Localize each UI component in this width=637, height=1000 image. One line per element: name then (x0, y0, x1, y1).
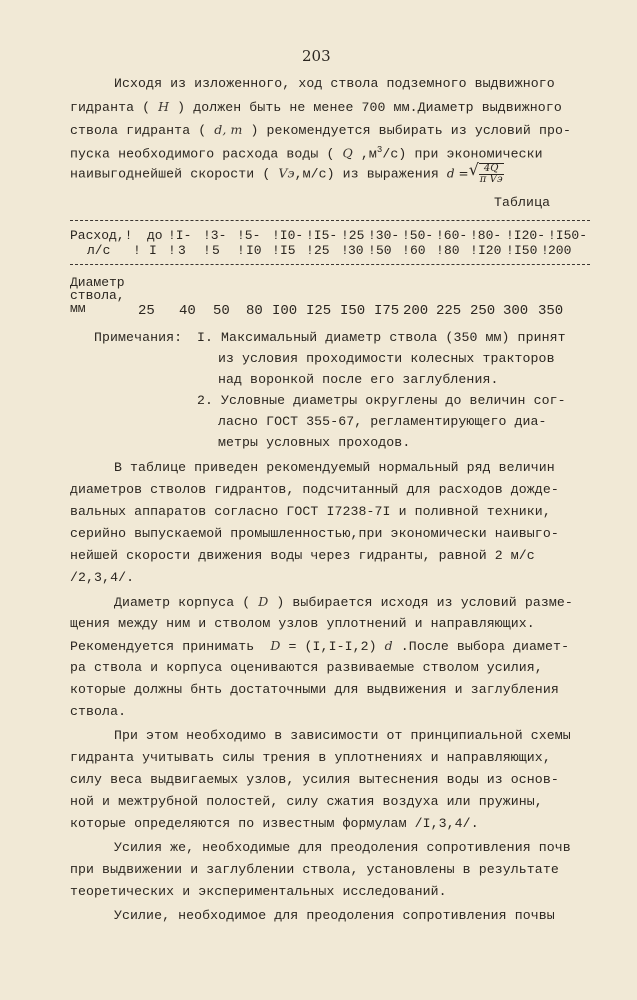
text-line: гидранта ( H ) должен быть не менее 700 мм.Диаметр выдвижного (70, 99, 562, 115)
text-line: гидранта учитывать силы трения в уплотнениях и направляющих, (70, 750, 551, 765)
text-line: диаметров стволов гидрантов, подсчитанный для расходов дожде- (70, 482, 559, 497)
table-header-cell: I5 (280, 243, 296, 258)
table-header-cell: 25 (314, 243, 330, 258)
text-line: Усилие, необходимое для преодоления сопротивления почвы (114, 908, 555, 923)
text-line: Усилия же, необходимые для преодоления сопротивления почв (114, 840, 571, 855)
table-header-sep: ! (541, 243, 549, 258)
table-header-sep: ! (470, 243, 478, 258)
table-header-cell: !80- (470, 228, 502, 243)
diameter-value: 25 (138, 303, 155, 319)
table-header-cell: 3 (178, 243, 186, 258)
table-header-rule (70, 264, 590, 265)
table-header-cell: I20 (478, 243, 502, 258)
table-header-cell: I (149, 243, 157, 258)
table-header-sep: ! (402, 243, 410, 258)
text-line: которые определяются по известным формулам /I,3,4/. (70, 816, 479, 831)
text-line: ной и межтрубной полостей, силу сжатия воздуха или пружины, (70, 794, 543, 809)
symbol-q: Q (342, 145, 353, 161)
note-line: 2. Условные диаметры округлены до величин сог- (197, 393, 566, 408)
table-header-cell: л/с (87, 243, 111, 258)
text-line: серийно выпускаемой промышленностью,при экономически наивыго- (70, 526, 559, 541)
table-header-cell: !60- (436, 228, 468, 243)
note-line: I. Максимальный диаметр ствола (350 мм) принят (197, 330, 566, 345)
text-line: ствола гидранта ( d, m ) рекомендуется выбирать из условий про- (70, 122, 572, 138)
text-line: ра ствола и корпуса оцениваются развиваемые стволом усилия, (70, 660, 543, 675)
text-line: нейшей скорости движения воды через гидранты, равной 2 м/с (70, 548, 535, 563)
diameter-value: 250 (470, 303, 496, 319)
table-header-sep: ! (237, 243, 245, 258)
text-line: пуска необходимого расхода воды ( Q $,м^3/с$) при экономически (70, 145, 543, 162)
table-header-cell: !I- (168, 228, 192, 243)
diameter-value: 50 (213, 303, 230, 319)
table-header-cell: !I0- (272, 228, 304, 243)
table-header-cell: 50 (376, 243, 392, 258)
symbol-d: d (384, 638, 393, 653)
table-header-sep: ! (272, 243, 280, 258)
table-header-cell: Расход,! (70, 228, 133, 243)
note-line: над воронкой после его заглубления. (218, 372, 499, 387)
text-line: которые должны бнть достаточными для выдвижения и заглубления (70, 682, 559, 697)
table-header-cell: !25 (341, 228, 365, 243)
diameter-value: 350 (538, 303, 564, 319)
text-line: При этом необходимо в зависимости от принципиальной схемы (114, 728, 571, 743)
diameter-value: 80 (246, 303, 263, 319)
table-header-sep: ! (368, 243, 376, 258)
table-caption: Таблица (494, 195, 551, 210)
diameter-value: I25 (306, 303, 332, 319)
table-header-sep: ! (168, 243, 176, 258)
notes-label: Примечания: (94, 330, 183, 345)
text-line: Рекомендуется принимать D = (I,I-I,2) d .После выбора диамет- (70, 638, 570, 654)
table-header-sep: ! (203, 243, 211, 258)
table-header-sep: ! (436, 243, 444, 258)
table-header-cell: !I20- (506, 228, 546, 243)
symbol-v: Vэ (278, 165, 295, 181)
page-number: 203 (302, 47, 331, 65)
table-header-sep: ! (506, 243, 514, 258)
diameter-value: I50 (340, 303, 366, 319)
note-line: метры условных проходов. (218, 435, 411, 450)
table-top-rule (70, 220, 590, 221)
symbol-h: H (158, 99, 170, 114)
text-line: ствола. (70, 704, 127, 719)
text-line: при выдвижении и заглублении ствола, установлены в результате (70, 862, 559, 877)
table-header-sep: ! (341, 243, 349, 258)
diameter-value: I75 (374, 303, 400, 319)
note-line: из условия проходимости колесных тракторов (218, 351, 555, 366)
symbol-d-m: d, m (214, 122, 243, 137)
diameter-value: 40 (179, 303, 196, 319)
text-line: щения между ним и стволом узлов уплотнений и направляющих. (70, 616, 535, 631)
table-header-cell: I50 (514, 243, 538, 258)
text-line: Диаметр корпуса ( D ) выбирается исходя из условий разме- (114, 594, 573, 610)
text-line: теоретических и экспериментальных исследований. (70, 884, 447, 899)
diameter-value: 200 (403, 303, 429, 319)
diameter-value: I00 (272, 303, 298, 319)
table-header-cell: !I50- (548, 228, 588, 243)
text-line: вальных аппаратов согласно ГОСТ I7238-7I и поливной техники, (70, 504, 551, 519)
table-header-cell: до (147, 228, 163, 243)
table-header-sep: ! (133, 243, 141, 258)
text-line: Исходя из изложенного, ход ствола подземного выдвижного (114, 76, 555, 91)
table-header-cell: !30- (368, 228, 400, 243)
text-line: /2,3,4/. (70, 570, 135, 585)
table-header-cell: !5- (237, 228, 261, 243)
table-header-cell: 5 (212, 243, 220, 258)
table-header-cell: 60 (410, 243, 426, 258)
text-line: В таблице приведен рекомендуемый нормальный ряд величин (114, 460, 555, 475)
table-header-cell: !3- (203, 228, 227, 243)
table-header-sep: ! (306, 243, 314, 258)
symbol-d-housing: D (270, 638, 281, 653)
diameter-value: 225 (436, 303, 462, 319)
text-line: наивыгоднейшей скорости ( Vэ,м/с) из выражения d = √ $\frac{4Q}{\text{π Vэ}}$ (70, 163, 504, 185)
symbol-d-housing: D (258, 594, 269, 609)
table-header-cell: 80 (444, 243, 460, 258)
table-header-cell: I0 (246, 243, 262, 258)
table-header-cell: 30 (348, 243, 364, 258)
formula-diameter: d = √ $\frac{4Q}{\text{π Vэ}}$ (447, 163, 504, 185)
table-header-cell: !I5- (306, 228, 338, 243)
table-header-cell: 200 (548, 243, 572, 258)
table-row-label: Диаметр ствола, мм (70, 275, 125, 316)
text-line: силу веса выдвигаемых узлов, усилия вытеснения воды из основ- (70, 772, 559, 787)
diameter-value: 300 (503, 303, 529, 319)
table-header-cell: !50- (402, 228, 434, 243)
note-line: ласно ГОСТ 355-67, регламентирующего диа- (218, 414, 547, 429)
